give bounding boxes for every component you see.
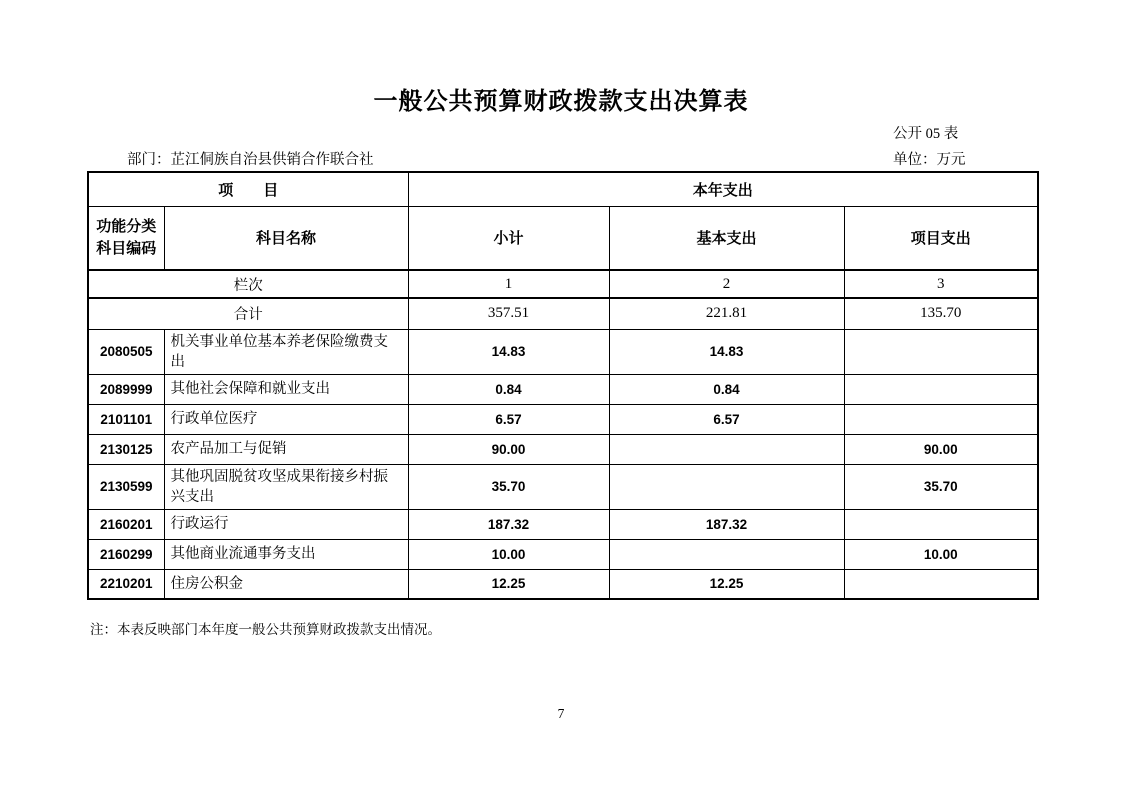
table-body <box>88 329 1038 599</box>
row-subject-name: 行政运行 <box>164 509 408 539</box>
column-index-3: 3 <box>844 270 1038 298</box>
row-subject-name: 机关事业单位基本养老保险缴费支出 <box>164 329 408 374</box>
page-number: 7 <box>557 706 565 721</box>
column-index-1: 1 <box>408 270 609 298</box>
table-row <box>88 539 1038 569</box>
department-value: 芷江侗族自治县供销合作联合社 <box>170 152 374 168</box>
row-basic: 0.84 <box>609 374 844 404</box>
header-subtotal: 小计 <box>408 206 609 270</box>
sheet-code: 公开 05 表 <box>893 126 959 142</box>
row-code: 2160299 <box>88 539 164 569</box>
row-basic <box>609 539 844 569</box>
row-subtotal: 14.83 <box>408 329 609 374</box>
row-basic <box>609 464 844 509</box>
row-project: 35.70 <box>844 464 1038 509</box>
row-subject-name: 农产品加工与促销 <box>164 434 408 464</box>
row-code: 2130125 <box>88 434 164 464</box>
column-index-2: 2 <box>609 270 844 298</box>
row-subject-name: 行政单位医疗 <box>164 404 408 434</box>
row-project <box>844 374 1038 404</box>
column-index-label: 栏次 <box>88 270 408 298</box>
header-basic-expense: 基本支出 <box>609 206 844 270</box>
row-subtotal: 0.84 <box>408 374 609 404</box>
row-project <box>844 569 1038 599</box>
unit-label: 单位： <box>893 152 937 168</box>
row-basic: 187.32 <box>609 509 844 539</box>
row-basic: 12.25 <box>609 569 844 599</box>
table-row <box>88 374 1038 404</box>
row-basic <box>609 434 844 464</box>
budget-table <box>87 171 1039 600</box>
header-subject-name: 科目名称 <box>164 206 408 270</box>
row-code: 2210201 <box>88 569 164 599</box>
row-subtotal: 10.00 <box>408 539 609 569</box>
header-function-code-line1: 功能分类 <box>96 218 157 235</box>
row-code: 2080505 <box>88 329 164 374</box>
page-title: 一般公共预算财政拨款支出决算表 <box>373 88 749 115</box>
unit-line <box>893 148 966 169</box>
header-columns-row <box>88 206 1038 270</box>
footnote: 注：本表反映部门本年度一般公共预算财政拨款支出情况。 <box>90 622 441 637</box>
table-row <box>88 404 1038 434</box>
row-subtotal: 90.00 <box>408 434 609 464</box>
row-project <box>844 404 1038 434</box>
column-index-row <box>88 270 1038 298</box>
header-project-group: 项 目 <box>88 172 408 206</box>
table-row <box>88 434 1038 464</box>
row-basic: 14.83 <box>609 329 844 374</box>
total-row <box>88 298 1038 329</box>
row-code: 2160201 <box>88 509 164 539</box>
row-subject-name: 住房公积金 <box>164 569 408 599</box>
table-row <box>88 569 1038 599</box>
department-line <box>127 148 374 169</box>
table-row <box>88 509 1038 539</box>
row-code: 2089999 <box>88 374 164 404</box>
row-subtotal: 35.70 <box>408 464 609 509</box>
department-label: 部门： <box>127 152 171 168</box>
row-subject-name: 其他商业流通事务支出 <box>164 539 408 569</box>
total-label: 合计 <box>88 298 408 329</box>
unit-value: 万元 <box>936 152 966 168</box>
row-project: 90.00 <box>844 434 1038 464</box>
row-project <box>844 509 1038 539</box>
row-subtotal: 6.57 <box>408 404 609 434</box>
row-subject-name: 其他巩固脱贫攻坚成果衔接乡村振兴支出 <box>164 464 408 509</box>
row-basic: 6.57 <box>609 404 844 434</box>
header-function-code <box>88 206 164 270</box>
row-code: 2130599 <box>88 464 164 509</box>
total-project: 135.70 <box>844 298 1038 329</box>
row-code: 2101101 <box>88 404 164 434</box>
total-basic: 221.81 <box>609 298 844 329</box>
row-project: 10.00 <box>844 539 1038 569</box>
header-year-expense-group: 本年支出 <box>408 172 1038 206</box>
header-project-expense: 项目支出 <box>844 206 1038 270</box>
row-subtotal: 12.25 <box>408 569 609 599</box>
header-function-code-line2: 科目编码 <box>96 240 157 257</box>
table-row <box>88 329 1038 374</box>
header-group-row <box>88 172 1038 206</box>
row-project <box>844 329 1038 374</box>
row-subject-name: 其他社会保障和就业支出 <box>164 374 408 404</box>
total-subtotal: 357.51 <box>408 298 609 329</box>
table-row <box>88 464 1038 509</box>
row-subtotal: 187.32 <box>408 509 609 539</box>
